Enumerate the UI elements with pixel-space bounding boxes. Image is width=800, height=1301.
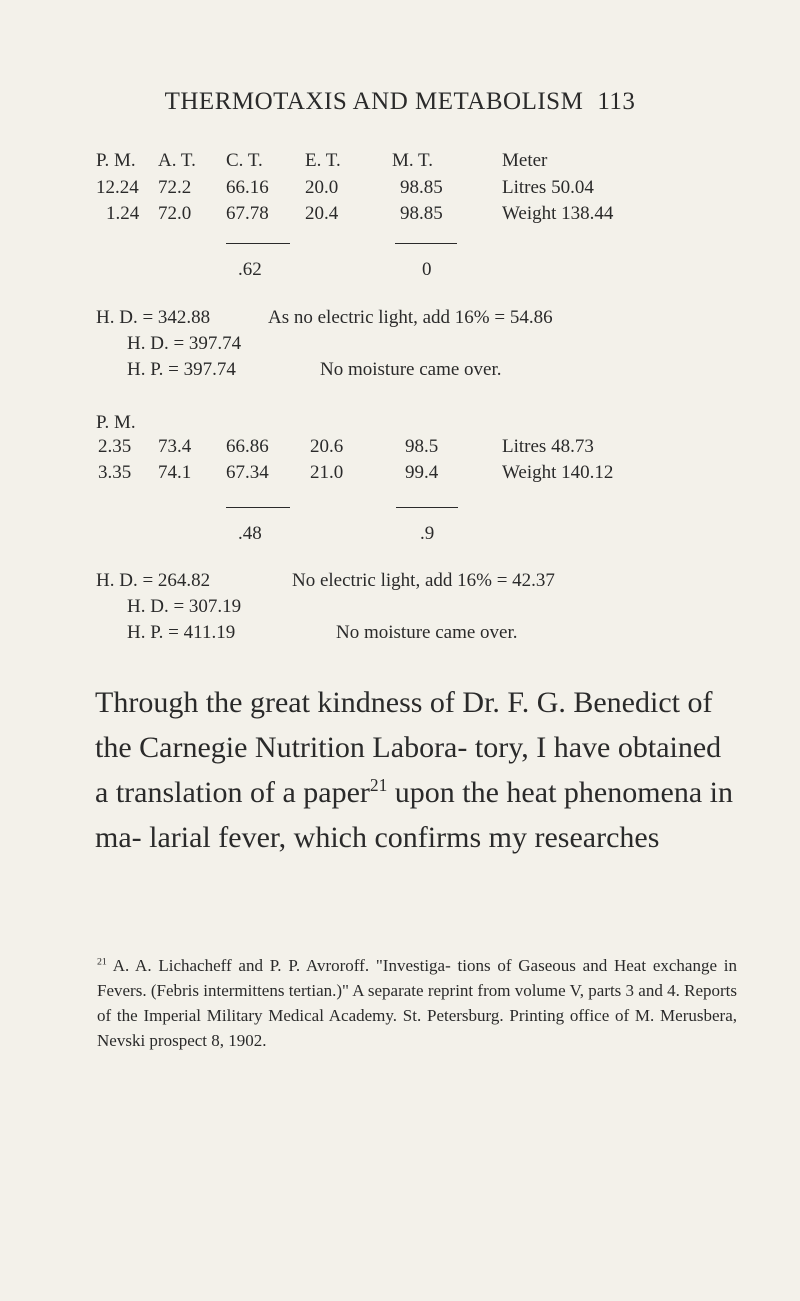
table-cell: 98.5 <box>405 436 439 457</box>
footnote-text: A. A. Lichacheff and P. P. Avroroff. "Investiga- tions of Gaseous and Heat exchange in Fevers. (Febris intermittens tertian.)" A separate reprint from volume V, parts 3 and 4. Reports of the Imperial Military Medical Academy. St. Petersburg. Printing office of M. Merusbera, Nevski prospect 8, 1902. <box>97 956 737 1050</box>
heat-dissipation-line: H. D. = 342.88 <box>96 307 211 328</box>
table-cell: 1.24 <box>106 203 140 224</box>
table-cell: Litres 48.73 <box>502 436 594 457</box>
moisture-note: No moisture came over. <box>336 622 518 643</box>
table-cell: 2.35 <box>98 436 132 457</box>
col-header-mt: M. T. <box>392 150 433 171</box>
sum-rule <box>395 243 457 244</box>
table-cell: 67.34 <box>226 462 269 483</box>
table-cell: 66.16 <box>226 177 269 198</box>
table-cell: 67.78 <box>226 203 269 224</box>
table-cell: 66.86 <box>226 436 269 457</box>
col-header-pm: P. M. <box>96 412 136 433</box>
difference-et: .62 <box>238 259 262 280</box>
difference-mt: 0 <box>422 259 432 280</box>
heat-production-line: H. P. = 397.74 <box>127 359 236 380</box>
table-cell: 20.4 <box>305 203 339 224</box>
difference-mt: .9 <box>420 523 435 544</box>
table-cell: Litres 50.04 <box>502 177 594 198</box>
col-header-at: A. T. <box>158 150 196 171</box>
body-paragraph <box>95 680 735 860</box>
heat-dissipation-total: H. D. = 307.19 <box>127 596 242 617</box>
footnote-reference: 21 <box>369 775 388 795</box>
running-header <box>0 88 800 116</box>
table-cell: 3.35 <box>98 462 132 483</box>
table-cell: 20.6 <box>310 436 344 457</box>
header-title: THERMOTAXIS AND METABOLISM <box>164 88 584 115</box>
moisture-note: No moisture came over. <box>320 359 502 380</box>
col-header-meter: Meter <box>502 150 548 171</box>
table-cell: 20.0 <box>305 177 339 198</box>
correction-note: No electric light, add 16% = 42.37 <box>292 570 555 591</box>
table-cell: 72.2 <box>158 177 192 198</box>
heat-production-line: H. P. = 411.19 <box>127 622 236 643</box>
col-header-ct: C. T. <box>226 150 263 171</box>
paragraph-end: upon the heat phenomena in ma- larial fever, which confirms my researches <box>95 776 734 854</box>
sum-rule <box>226 507 290 508</box>
table-cell: 12.24 <box>96 177 139 198</box>
table-cell: 72.0 <box>158 203 192 224</box>
page-number: 113 <box>597 88 636 115</box>
table-cell: 99.4 <box>405 462 439 483</box>
col-header-et: E. T. <box>305 150 341 171</box>
table-cell: Weight 140.12 <box>502 462 614 483</box>
heat-dissipation-line: H. D. = 264.82 <box>96 570 211 591</box>
heat-dissipation-total: H. D. = 397.74 <box>127 333 242 354</box>
table-cell: 74.1 <box>158 462 192 483</box>
paragraph-start: Through the great kindness of Dr. F. G. Benedict of the Carnegie Nutrition Labora- tory, I have obtained a translation of a paper <box>95 686 722 809</box>
table-cell: 98.85 <box>400 177 443 198</box>
sum-rule <box>226 243 290 244</box>
sum-rule <box>396 507 458 508</box>
footnote <box>97 953 737 1053</box>
correction-note: As no electric light, add 16% = 54.86 <box>268 307 553 328</box>
table-cell: Weight 138.44 <box>502 203 614 224</box>
table-cell: 21.0 <box>310 462 344 483</box>
difference-et: .48 <box>238 523 262 544</box>
col-header-pm: P. M. <box>96 150 136 171</box>
table-cell: 98.85 <box>400 203 443 224</box>
table-cell: 73.4 <box>158 436 192 457</box>
footnote-number: 21 <box>97 956 107 968</box>
